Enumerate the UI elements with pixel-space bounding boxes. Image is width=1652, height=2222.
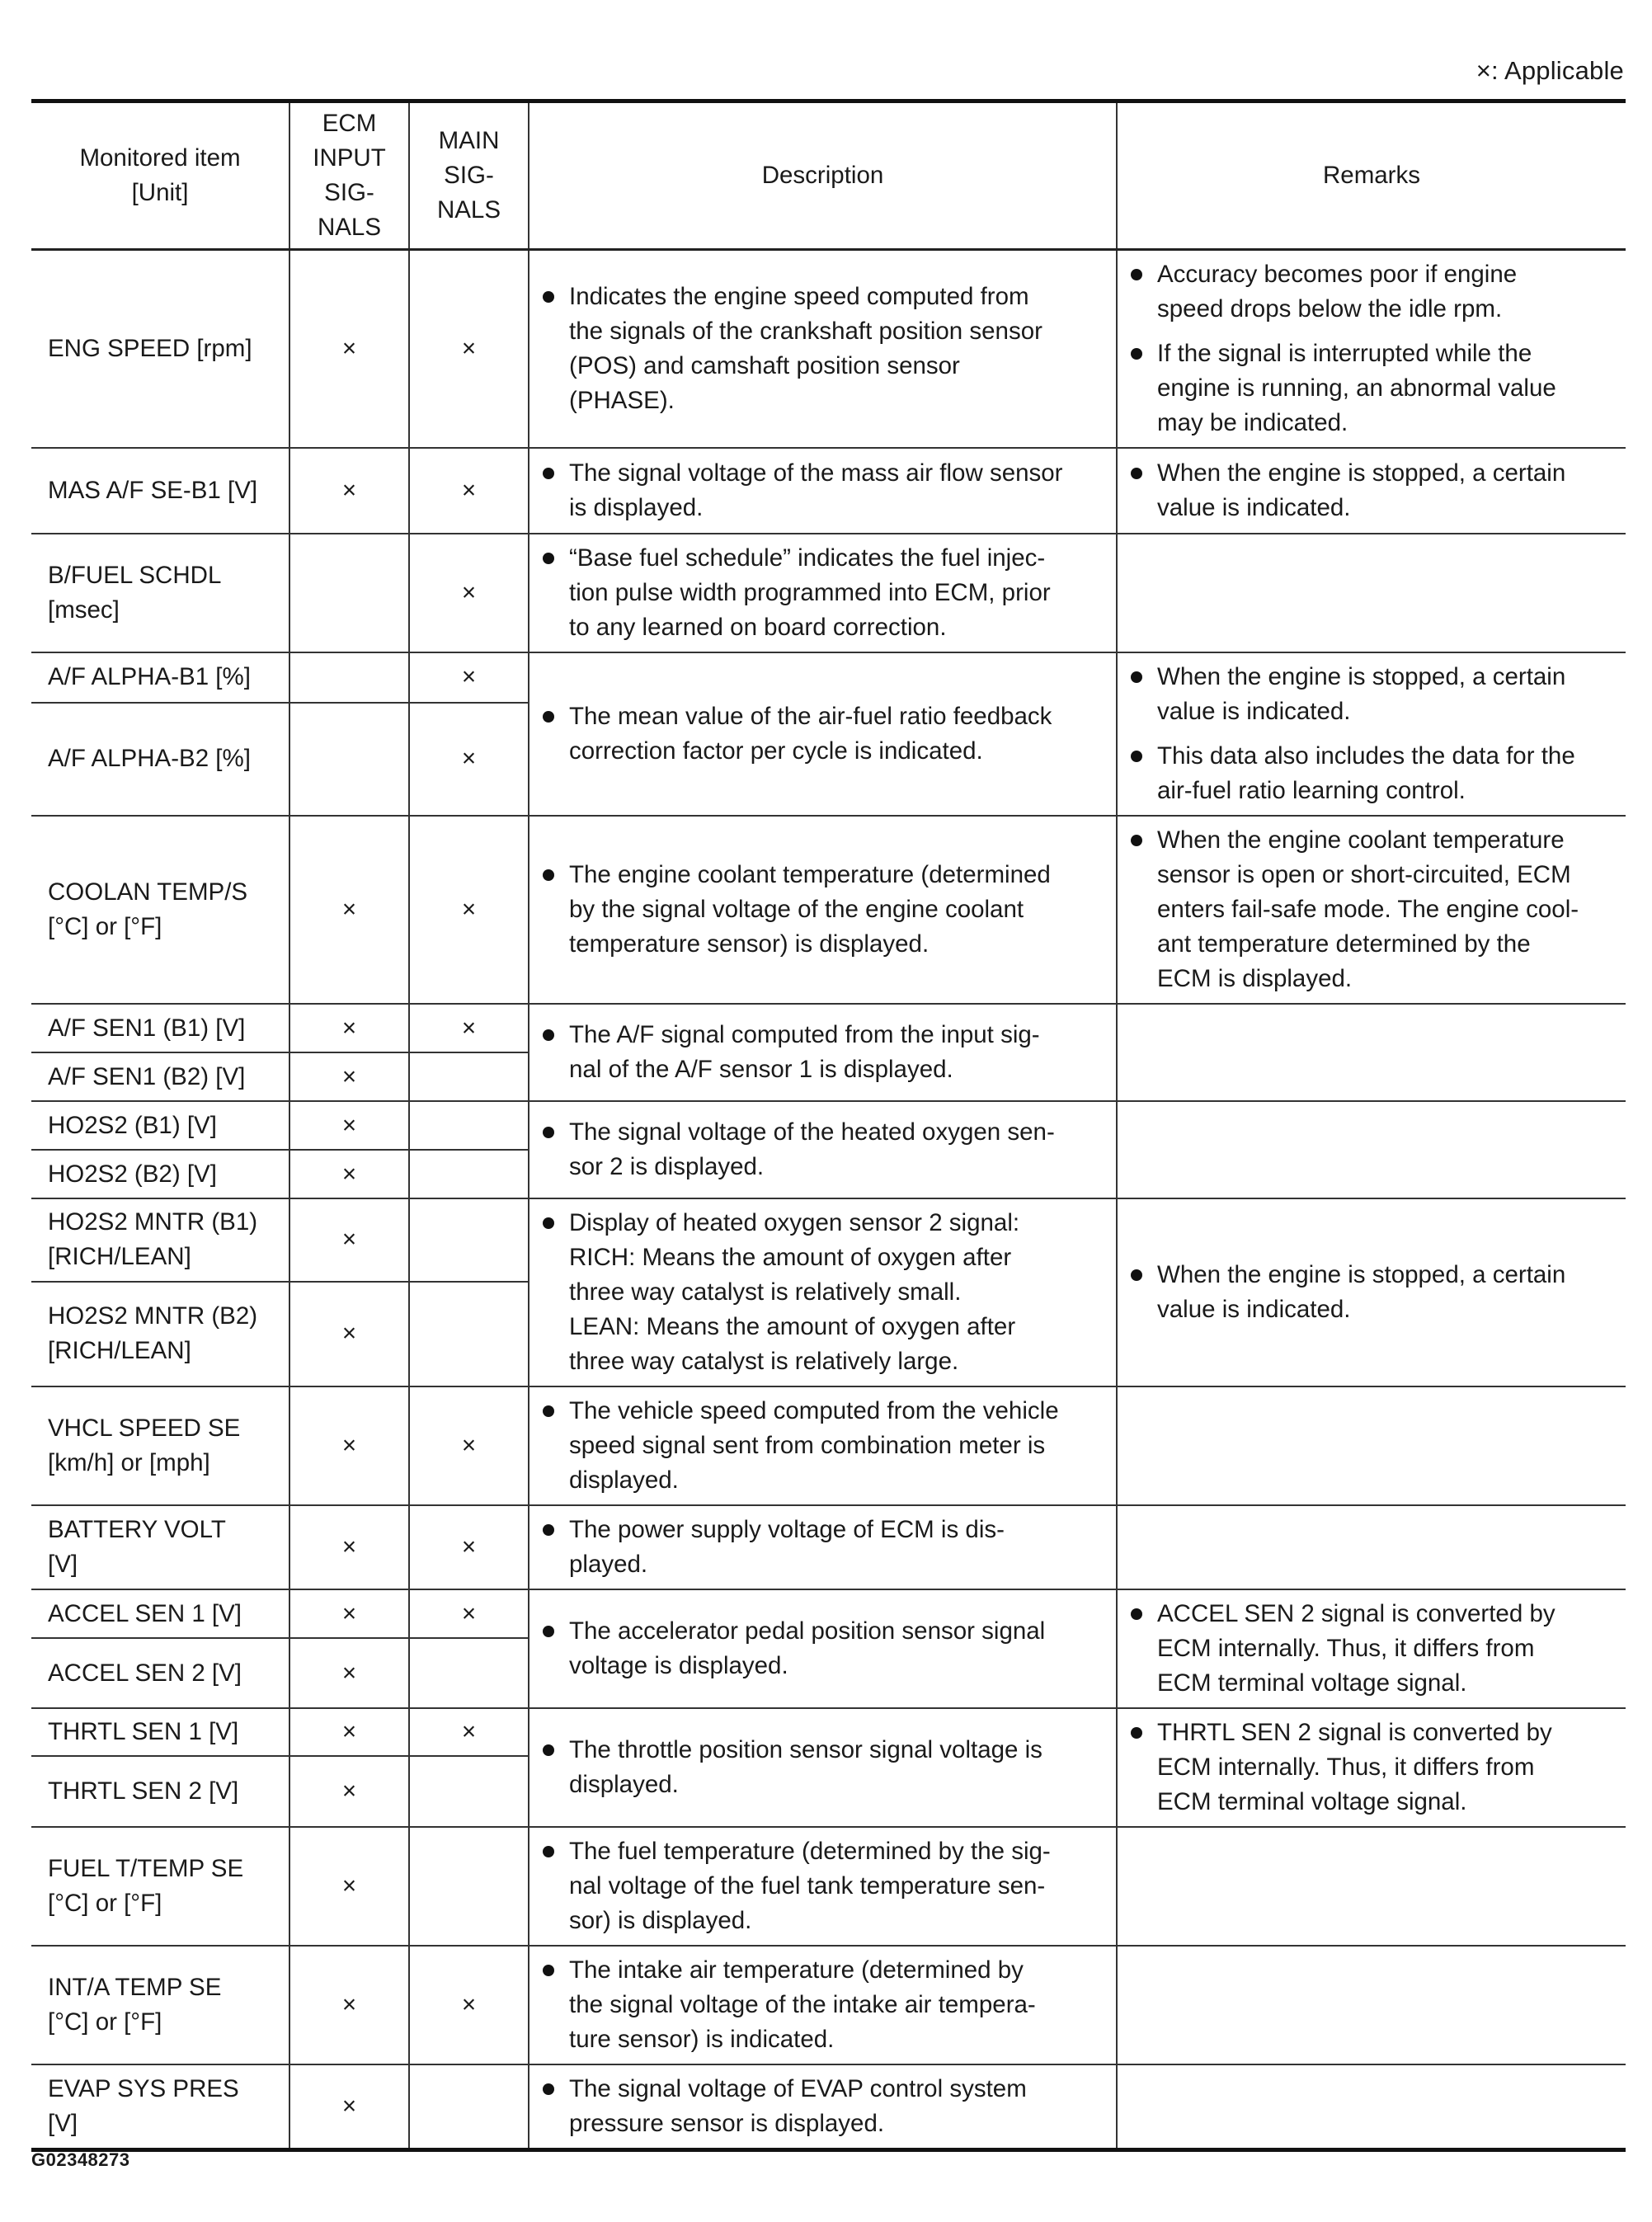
- item-battery-volt: BATTERY VOLT [V]: [31, 1505, 289, 1589]
- item-coolan-temp: COOLAN TEMP/S [°C] or [°F]: [31, 816, 289, 1004]
- table-row: [31, 816, 1626, 1004]
- remarks-eng-speed: Accuracy becomes poor if engine speed drops below the idle rpm. If the signal is interrupted while the engine is running, an abnormal value may be indicated.: [1117, 250, 1626, 449]
- ecm-mark: ×: [289, 1505, 409, 1589]
- main-mark: [409, 1827, 529, 1946]
- table-row: [31, 1946, 1626, 2064]
- header-remarks: Remarks: [1117, 101, 1626, 250]
- ecm-mark: ×: [289, 1589, 409, 1638]
- remarks-empty: [1117, 1386, 1626, 1505]
- item-bfuel-schdl: B/FUEL SCHDL [msec]: [31, 534, 289, 652]
- ecm-mark: ×: [289, 1756, 409, 1827]
- ecm-mark: ×: [289, 1198, 409, 1282]
- main-mark: [409, 1756, 529, 1827]
- remarks-accel-sen: ACCEL SEN 2 signal is converted by ECM internally. Thus, it differs from ECM terminal voltage signal.: [1117, 1589, 1626, 1708]
- bullet-icon: [543, 1524, 554, 1536]
- main-mark: ×: [409, 652, 529, 703]
- description-af-sen1: The A/F signal computed from the input sig- nal of the A/F sensor 1 is displayed.: [529, 1004, 1117, 1101]
- remarks-mas-af: When the engine is stopped, a certain value is indicated.: [1117, 448, 1626, 534]
- bullet-icon: [543, 1029, 554, 1041]
- bullet-icon: [543, 869, 554, 881]
- bullet-icon: [1131, 751, 1142, 762]
- bullet-icon: [1131, 1269, 1142, 1281]
- ecm-mark: ×: [289, 1282, 409, 1386]
- item-ho2s2-mntr-b2: HO2S2 MNTR (B2) [RICH/LEAN]: [31, 1282, 289, 1386]
- main-mark: ×: [409, 703, 529, 816]
- item-thrtl-sen-1: THRTL SEN 1 [V]: [31, 1708, 289, 1756]
- main-mark: [409, 2064, 529, 2150]
- description-coolan-temp: The engine coolant temperature (determined by the signal voltage of the engine coolant temperature sensor) is displayed.: [529, 816, 1117, 1004]
- ecm-mark: ×: [289, 250, 409, 449]
- remarks-coolan-temp: When the engine coolant temperature sensor is open or short-circuited, ECM enters fail-safe mode. The engine cool- ant temperature determined by the ECM is displayed.: [1117, 816, 1626, 1004]
- ecm-mark: [289, 652, 409, 703]
- header-ecm-input-signals: ECM INPUT SIG- NALS: [289, 101, 409, 250]
- table-row: [31, 534, 1626, 652]
- bullet-icon: [543, 1744, 554, 1756]
- remarks-thrtl-sen: THRTL SEN 2 signal is converted by ECM internally. Thus, it differs from ECM terminal voltage signal.: [1117, 1708, 1626, 1827]
- main-mark: ×: [409, 1589, 529, 1638]
- bullet-icon: [543, 1405, 554, 1417]
- ecm-mark: ×: [289, 816, 409, 1004]
- bullet-icon: [543, 1217, 554, 1229]
- ecm-mark: ×: [289, 1150, 409, 1198]
- remarks-empty: [1117, 1004, 1626, 1101]
- remarks-empty: [1117, 534, 1626, 652]
- main-mark: ×: [409, 1386, 529, 1505]
- table-row: [31, 250, 1626, 449]
- item-inta-temp: INT/A TEMP SE [°C] or [°F]: [31, 1946, 289, 2064]
- table-row: [31, 1386, 1626, 1505]
- description-inta-temp: The intake air temperature (determined by the signal voltage of the intake air tempera- ture sensor) is indicated.: [529, 1946, 1117, 2064]
- header-monitored-item: Monitored item [Unit]: [31, 101, 289, 250]
- applicable-legend: ×: Applicable: [1476, 56, 1624, 85]
- ecm-mark: ×: [289, 1386, 409, 1505]
- main-mark: ×: [409, 448, 529, 534]
- item-evap-sys-pres: EVAP SYS PRES [V]: [31, 2064, 289, 2150]
- ecm-mark: [289, 534, 409, 652]
- bullet-icon: [543, 711, 554, 723]
- item-af-alpha-b2: A/F ALPHA-B2 [%]: [31, 703, 289, 816]
- bullet-icon: [543, 468, 554, 479]
- item-ho2s2-b2: HO2S2 (B2) [V]: [31, 1150, 289, 1198]
- table-row: [31, 1101, 1626, 1150]
- bullet-icon: [543, 1127, 554, 1138]
- description-bfuel-schdl: “Base fuel schedule” indicates the fuel injec- tion pulse width programmed into ECM, prior to any learned on board correction.: [529, 534, 1117, 652]
- ecm-mark: ×: [289, 1101, 409, 1150]
- bullet-icon: [1131, 1608, 1142, 1620]
- item-fuel-temp: FUEL T/TEMP SE [°C] or [°F]: [31, 1827, 289, 1946]
- bullet-icon: [1131, 468, 1142, 479]
- item-ho2s2-mntr-b1: HO2S2 MNTR (B1) [RICH/LEAN]: [31, 1198, 289, 1282]
- description-accel-sen: The accelerator pedal position sensor signal voltage is displayed.: [529, 1589, 1117, 1708]
- main-mark: [409, 1052, 529, 1101]
- main-mark: ×: [409, 816, 529, 1004]
- item-ho2s2-b1: HO2S2 (B1) [V]: [31, 1101, 289, 1150]
- description-mas-af: The signal voltage of the mass air flow sensor is displayed.: [529, 448, 1117, 534]
- table-row: [31, 1004, 1626, 1052]
- ecm-mark: ×: [289, 2064, 409, 2150]
- remarks-empty: [1117, 1946, 1626, 2064]
- table-row: [31, 1827, 1626, 1946]
- ecm-mark: ×: [289, 1004, 409, 1052]
- table-header-row: [31, 101, 1626, 250]
- description-evap-sys-pres: The signal voltage of EVAP control system pressure sensor is displayed.: [529, 2064, 1117, 2150]
- table-row: [31, 652, 1626, 703]
- item-af-sen1-b2: A/F SEN1 (B2) [V]: [31, 1052, 289, 1101]
- bullet-icon: [543, 1965, 554, 1976]
- item-thrtl-sen-2: THRTL SEN 2 [V]: [31, 1756, 289, 1827]
- description-fuel-temp: The fuel temperature (determined by the sig- nal voltage of the fuel tank temperature sen- sor) is displayed.: [529, 1827, 1117, 1946]
- description-ho2s2-mntr: Display of heated oxygen sensor 2 signal: RICH: Means the amount of oxygen after three way catalyst is relatively small. LEAN: Means the amount of oxygen after three way catalyst is relatively large.: [529, 1198, 1117, 1386]
- header-main-signals: MAIN SIG- NALS: [409, 101, 529, 250]
- figure-code: G02348273: [31, 2149, 130, 2170]
- ecm-mark: ×: [289, 1052, 409, 1101]
- description-vhcl-speed: The vehicle speed computed from the vehicle speed signal sent from combination meter is displayed.: [529, 1386, 1117, 1505]
- main-mark: [409, 1282, 529, 1386]
- table-row: [31, 2064, 1626, 2150]
- main-mark: ×: [409, 1946, 529, 2064]
- ecm-mark: [289, 703, 409, 816]
- main-mark: [409, 1638, 529, 1708]
- item-mas-af: MAS A/F SE-B1 [V]: [31, 448, 289, 534]
- description-battery-volt: The power supply voltage of ECM is dis- played.: [529, 1505, 1117, 1589]
- main-mark: [409, 1101, 529, 1150]
- ecm-mark: ×: [289, 1708, 409, 1756]
- bullet-icon: [543, 553, 554, 564]
- description-thrtl-sen: The throttle position sensor signal voltage is displayed.: [529, 1708, 1117, 1827]
- main-mark: ×: [409, 1708, 529, 1756]
- bullet-icon: [543, 2083, 554, 2095]
- table-row: [31, 1505, 1626, 1589]
- remarks-empty: [1117, 1101, 1626, 1198]
- bullet-icon: [543, 291, 554, 303]
- description-eng-speed: Indicates the engine speed computed from the signals of the crankshaft position sensor (POS) and camshaft position sensor (PHASE).: [529, 250, 1117, 449]
- bullet-icon: [1131, 671, 1142, 683]
- main-mark: [409, 1150, 529, 1198]
- remarks-empty: [1117, 1827, 1626, 1946]
- main-mark: ×: [409, 534, 529, 652]
- monitored-items-table: [31, 99, 1626, 2152]
- bullet-icon: [543, 1846, 554, 1857]
- remarks-af-alpha: When the engine is stopped, a certain value is indicated. This data also includes the data for the air-fuel ratio learning control.: [1117, 652, 1626, 816]
- main-mark: ×: [409, 1505, 529, 1589]
- ecm-mark: ×: [289, 1827, 409, 1946]
- main-mark: ×: [409, 1004, 529, 1052]
- table-row: [31, 1708, 1626, 1756]
- table-row: [31, 1198, 1626, 1282]
- item-af-alpha-b1: A/F ALPHA-B1 [%]: [31, 652, 289, 703]
- remarks-ho2s2-mntr: When the engine is stopped, a certain value is indicated.: [1117, 1198, 1626, 1386]
- bullet-icon: [543, 1626, 554, 1637]
- remarks-empty: [1117, 2064, 1626, 2150]
- ecm-mark: ×: [289, 448, 409, 534]
- bullet-icon: [1131, 269, 1142, 280]
- remarks-empty: [1117, 1505, 1626, 1589]
- table-row: [31, 1589, 1626, 1638]
- item-accel-sen-1: ACCEL SEN 1 [V]: [31, 1589, 289, 1638]
- bullet-icon: [1131, 835, 1142, 846]
- item-accel-sen-2: ACCEL SEN 2 [V]: [31, 1638, 289, 1708]
- description-ho2s2: The signal voltage of the heated oxygen sen- sor 2 is displayed.: [529, 1101, 1117, 1198]
- bullet-icon: [1131, 1727, 1142, 1739]
- item-af-sen1-b1: A/F SEN1 (B1) [V]: [31, 1004, 289, 1052]
- main-mark: [409, 1198, 529, 1282]
- header-description: Description: [529, 101, 1117, 250]
- ecm-mark: ×: [289, 1946, 409, 2064]
- item-eng-speed: ENG SPEED [rpm]: [31, 250, 289, 449]
- description-af-alpha: The mean value of the air-fuel ratio feedback correction factor per cycle is indicated.: [529, 652, 1117, 816]
- bullet-icon: [1131, 348, 1142, 360]
- table-row: [31, 448, 1626, 534]
- item-vhcl-speed: VHCL SPEED SE [km/h] or [mph]: [31, 1386, 289, 1505]
- main-mark: ×: [409, 250, 529, 449]
- ecm-mark: ×: [289, 1638, 409, 1708]
